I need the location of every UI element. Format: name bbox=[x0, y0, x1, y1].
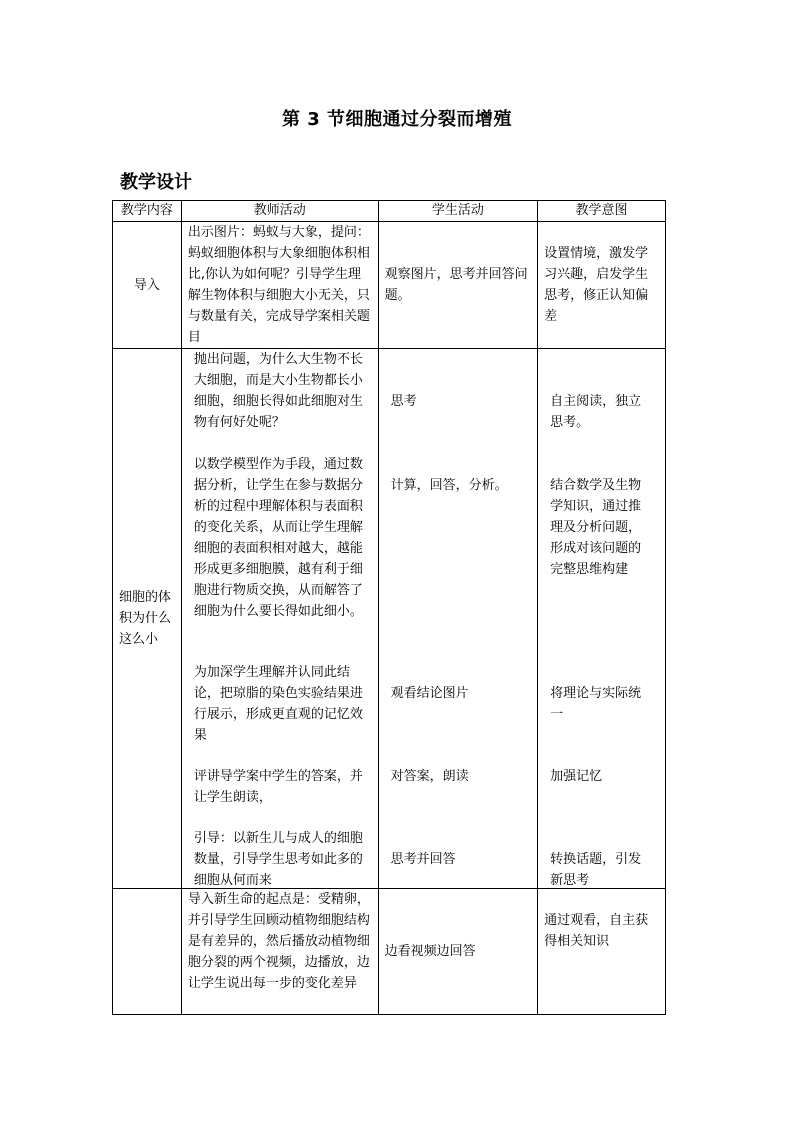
teacher-paragraph: 评讲导学案中学生的答案，并让学生朗读， bbox=[193, 769, 363, 805]
intent-paragraph: 通过观看，自主获得相关知识 bbox=[544, 913, 649, 949]
student-paragraph: 思考 bbox=[390, 394, 417, 409]
header-teacher: 教师活动 bbox=[181, 201, 378, 222]
intent-paragraph: 将理论与实际统一 bbox=[550, 686, 642, 722]
student-paragraph: 思考并回答 bbox=[390, 852, 456, 867]
table-row bbox=[113, 222, 666, 349]
teacher-paragraph: 以数学模型作为手段，通过数据分析，让学生在参与数据分析的过程中理解体积与表面积的变化关系，从而让学生理解细胞的表面积相对越大，越能形成更多细胞膜，越有利于细胞进行物质交换，从而解答了细胞为什么要长得如此细小。 bbox=[193, 457, 363, 619]
cell-content: 细胞的体积为什么这么小 bbox=[113, 349, 182, 889]
cell-content bbox=[113, 889, 182, 1015]
teacher-paragraph: 引导：以新生儿与成人的细胞数量，引导学生思考如此多的细胞从何而来 bbox=[193, 831, 363, 888]
teacher-paragraph: 为加深学生理解并认同此结论，把琼脂的染色实验结果进行展示，形成更直观的记忆效果 bbox=[193, 665, 363, 743]
header-content: 教学内容 bbox=[113, 201, 182, 222]
cell-intent bbox=[538, 349, 666, 889]
cell-teacher: 出示图片：蚂蚁与大象，提问：蚂蚁细胞体积与大象细胞体积相比,你认为如何呢？引导学生理解生物体积与细胞大小无关，只与数量有关，完成导学案相关题目 bbox=[181, 222, 378, 349]
cell-student bbox=[378, 349, 538, 889]
cell-intent: 设置情境，激发学习兴趣，启发学生思考，修正认知偏差 bbox=[538, 222, 666, 349]
teaching-design-table bbox=[112, 200, 666, 1015]
intent-paragraph: 转换话题，引发新思考 bbox=[550, 852, 642, 888]
header-student: 学生活动 bbox=[378, 201, 538, 222]
student-paragraph: 计算，回答，分析。 bbox=[390, 478, 508, 493]
header-intent: 教学意图 bbox=[538, 201, 666, 222]
teacher-paragraph: 抛出问题，为什么大生物不长大细胞，而是大小生物都长小细胞，细胞长得如此细胞对生物有何好处呢？ bbox=[193, 352, 363, 430]
intent-paragraph: 结合数学及生物学知识，通过推理及分析问题，形成对该问题的完整思维构建 bbox=[550, 478, 642, 577]
table-header-row bbox=[113, 201, 666, 222]
student-paragraph: 对答案，朗读 bbox=[390, 769, 469, 784]
student-paragraph: 观看结论图片 bbox=[390, 686, 469, 701]
intent-paragraph: 自主阅读，独立思考。 bbox=[550, 394, 642, 430]
cell-teacher: 导入新生命的起点是：受精卵，并引导学生回顾动植物细胞结构是有差异的，然后播放动植物细胞分裂的两个视频，边播放，边让学生说出每一步的变化差异 bbox=[181, 889, 378, 1015]
table-row bbox=[113, 889, 666, 1015]
intent-paragraph: 加强记忆 bbox=[550, 769, 603, 784]
cell-student: 观察图片，思考并回答问题。 bbox=[378, 222, 538, 349]
cell-content: 导入 bbox=[113, 222, 182, 349]
table-row bbox=[113, 349, 666, 889]
cell-intent bbox=[538, 889, 666, 1015]
cell-teacher bbox=[181, 349, 378, 889]
cell-student: 边看视频边回答 bbox=[378, 889, 538, 1015]
section-heading: 教学设计 bbox=[120, 172, 192, 193]
page-title: 第 3 节细胞通过分裂而增殖 bbox=[281, 109, 513, 130]
